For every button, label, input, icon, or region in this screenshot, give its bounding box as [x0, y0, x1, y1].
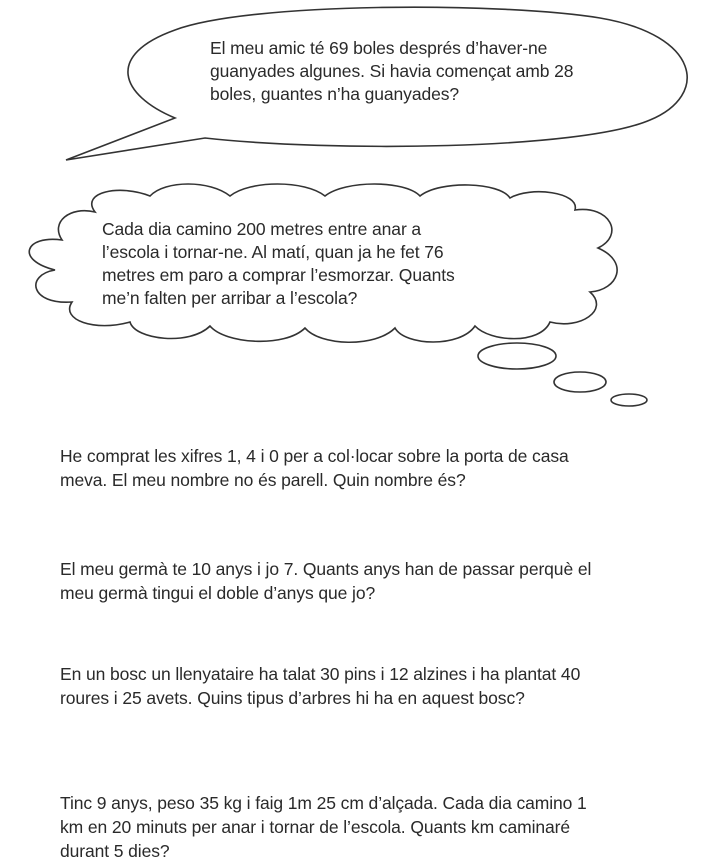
- speech-line: guanyades algunes. Si havia començat amb 28: [210, 61, 574, 81]
- speech-line: El meu amic té 69 boles després d’haver-ne: [210, 38, 548, 58]
- problem-line: Tinc 9 anys, peso 35 kg i faig 1m 25 cm d’alçada. Cada dia camino 1: [60, 793, 587, 813]
- thought-trail-bubble-small: [611, 394, 647, 406]
- thought-line: Cada dia camino 200 metres entre anar a: [102, 219, 422, 239]
- problem-line: meva. El meu nombre no és parell. Quin nombre és?: [60, 470, 466, 490]
- thought-trail-bubble-medium: [554, 372, 606, 392]
- speech-line: boles, guantes n’ha guanyades?: [210, 84, 460, 104]
- problem-digits: [60, 444, 680, 492]
- problem-line: He comprat les xifres 1, 4 i 0 per a col·locar sobre la porta de casa: [60, 446, 569, 466]
- thought-line: metres em paro a comprar l’esmorzar. Quants: [102, 265, 455, 285]
- problem-line: km en 20 minuts per anar i tornar de l’escola. Quants km caminaré: [60, 817, 570, 837]
- problem-brother-age: [60, 557, 680, 605]
- problem-line: El meu germà te 10 anys i jo 7. Quants anys han de passar perquè el: [60, 559, 592, 579]
- thought-trail-bubble-large: [478, 343, 556, 369]
- problem-line: meu germà tingui el doble d’anys que jo?: [60, 583, 376, 603]
- thought-bubble-text: [102, 218, 502, 310]
- problem-line: En un bosc un llenyataire ha talat 30 pins i 12 alzines i ha plantat 40: [60, 664, 581, 684]
- problem-line: durant 5 dies?: [60, 841, 170, 861]
- thought-line: me’n falten per arribar a l’escola?: [102, 288, 358, 308]
- problem-walking-distance: [60, 791, 680, 863]
- thought-line: l’escola i tornar-ne. Al matí, quan ja he fet 76: [102, 242, 444, 262]
- problem-forest: [60, 662, 680, 710]
- problem-line: roures i 25 avets. Quins tipus d’arbres hi ha en aquest bosc?: [60, 688, 525, 708]
- speech-bubble-text: [210, 37, 610, 106]
